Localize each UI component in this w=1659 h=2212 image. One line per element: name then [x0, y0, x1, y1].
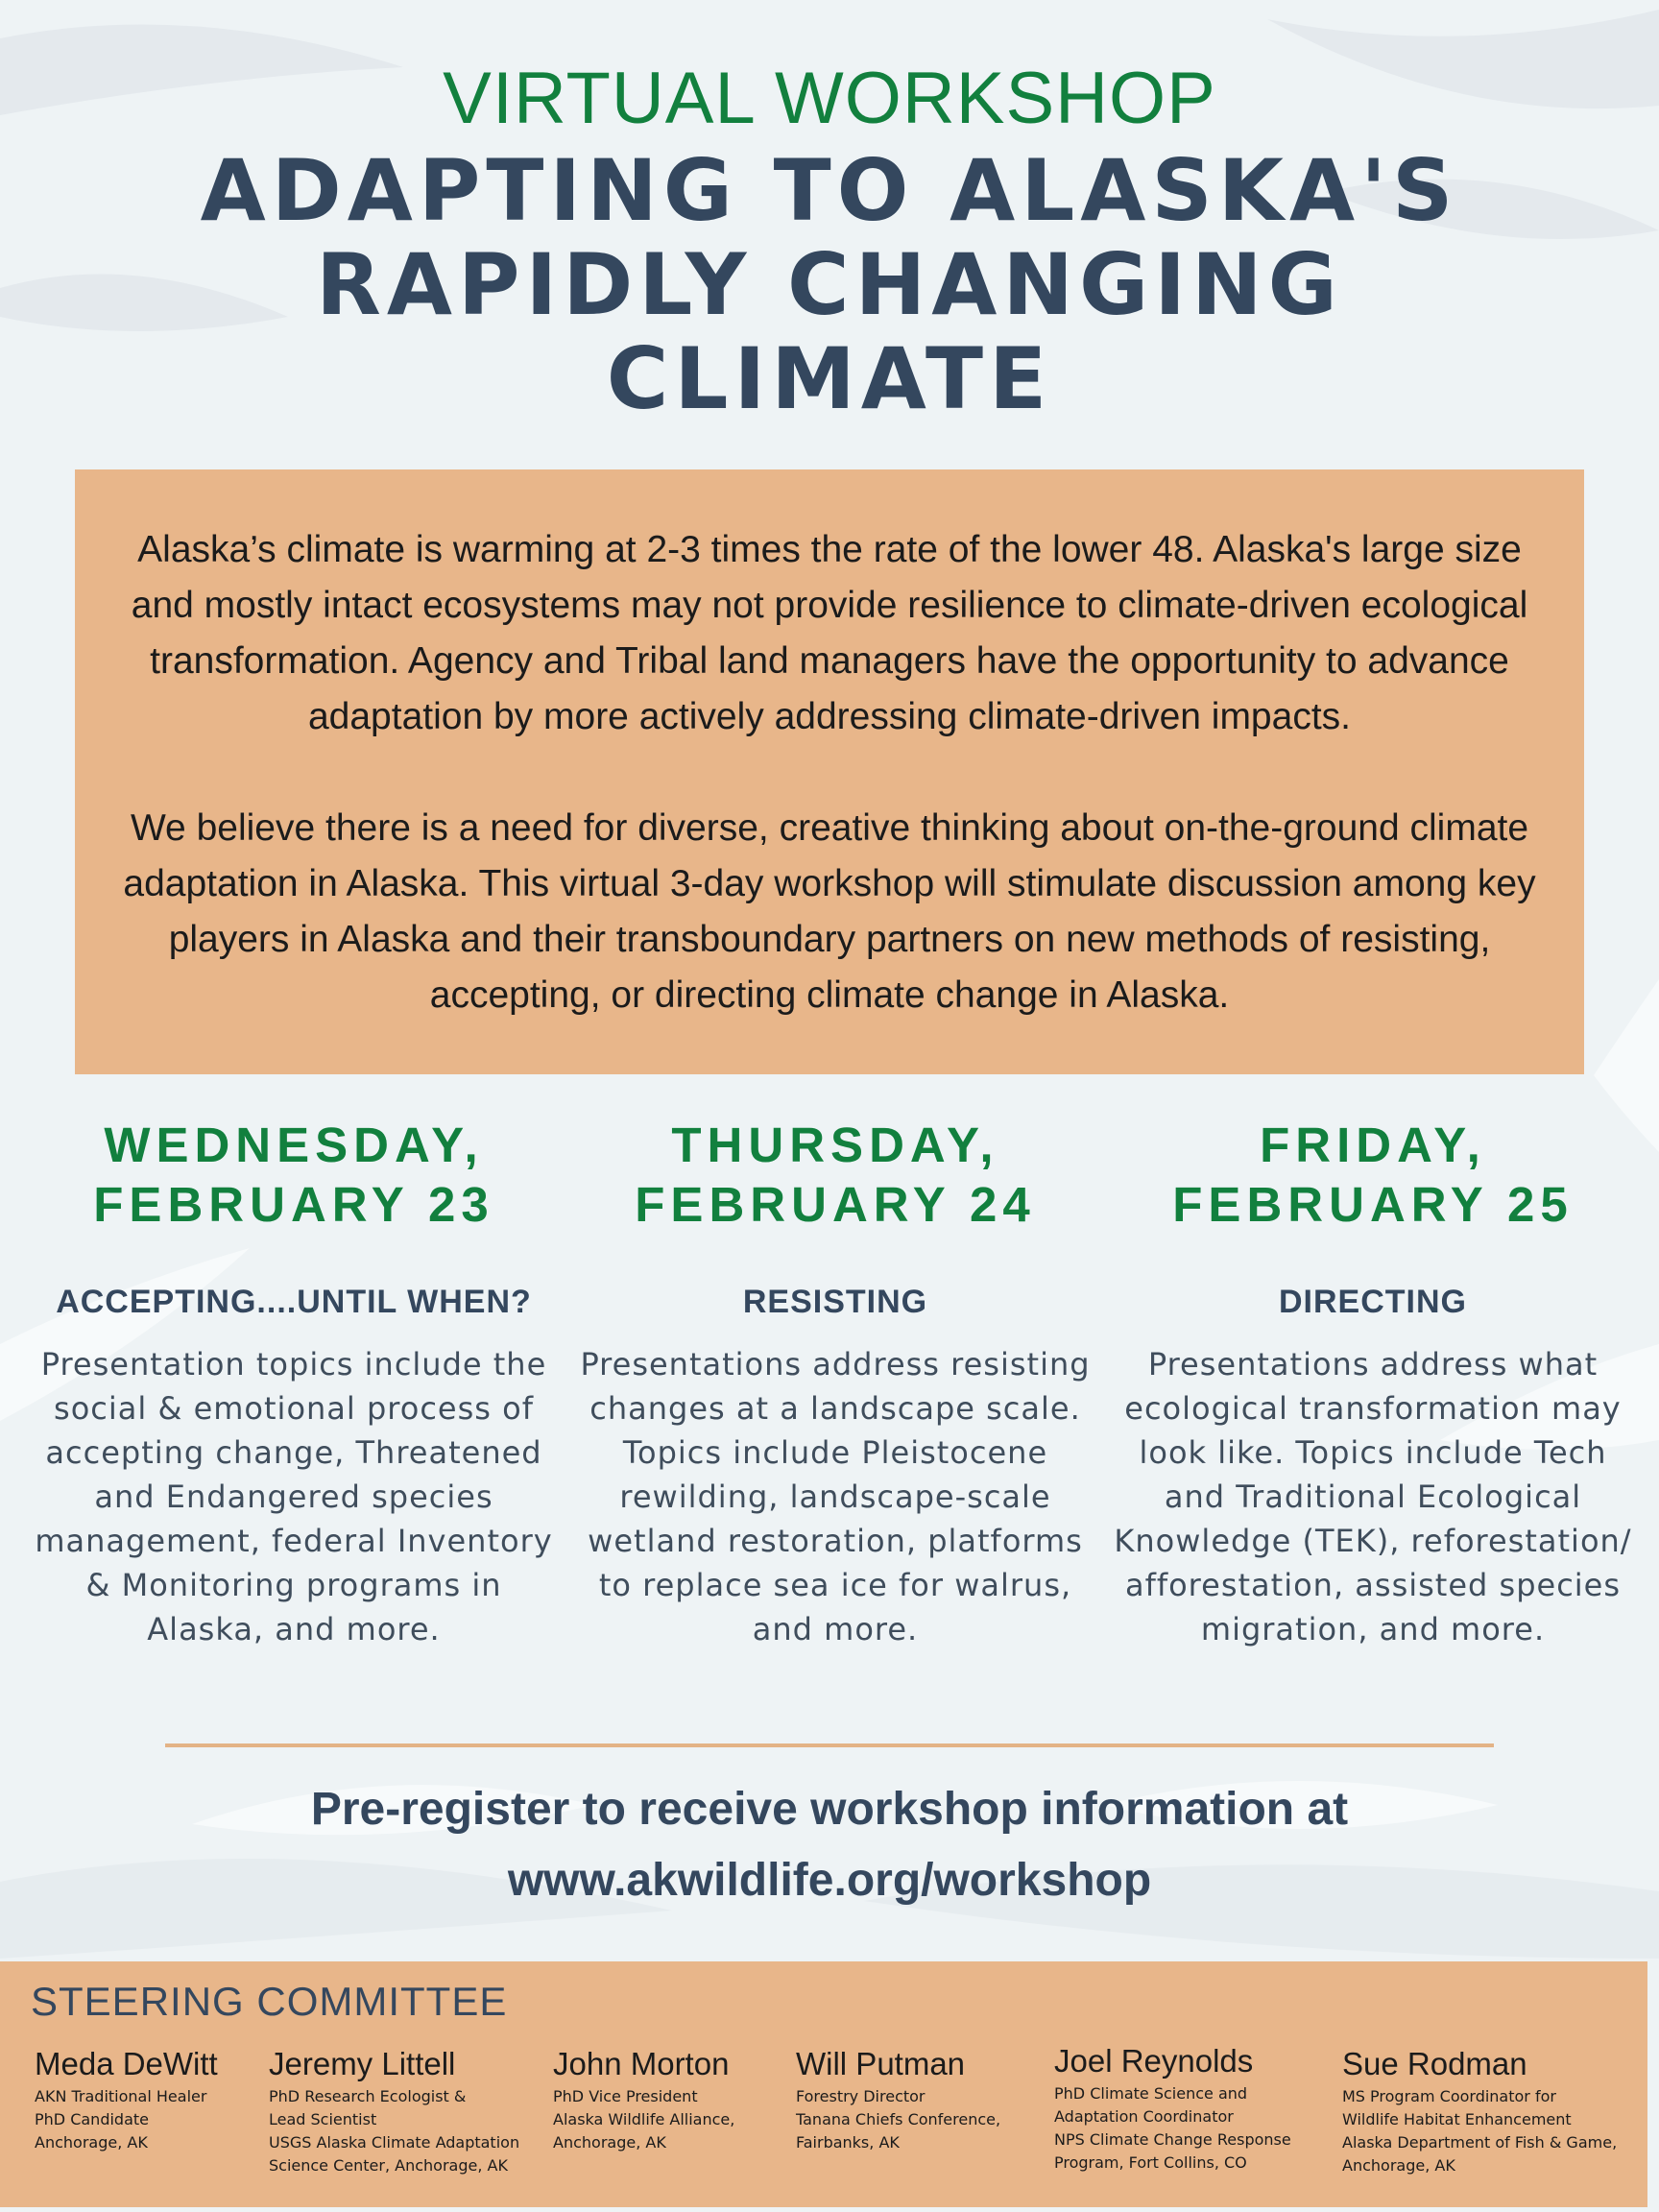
day-theme: DIRECTING — [1279, 1284, 1467, 1320]
day-column-friday — [1104, 1116, 1642, 1651]
member-role-line: MS Program Coordinator for — [1342, 2087, 1556, 2105]
member-role-line: PhD Research Ecologist & — [269, 2087, 467, 2105]
member-role-line: Anchorage, AK — [35, 2133, 148, 2152]
title-line: ADAPTING TO ALASKA'S — [200, 141, 1459, 240]
member-name: Meda DeWitt — [35, 2046, 218, 2081]
member-role — [269, 2085, 519, 2177]
committee-member — [796, 2045, 1000, 2154]
member-role — [1342, 2085, 1617, 2177]
member-name: Will Putman — [796, 2046, 966, 2081]
member-role-line: Science Center, Anchorage, AK — [269, 2156, 508, 2175]
member-role-line: Alaska Department of Fish & Game, — [1342, 2133, 1618, 2152]
intro-paragraph: Alaska’s climate is warming at 2-3 times the rate of the lower 48. Alaska's large size and mostly intact ecosystems may not provide resilience to climate-driven ecological transformation. Agency and Tribal land managers have the opportunity to advance adaptation by more actively addressing climate-driven impacts. — [131, 529, 1528, 737]
member-name: John Morton — [553, 2046, 730, 2081]
member-role-line: PhD Vice President — [553, 2087, 698, 2105]
day-date-heading — [25, 1116, 563, 1235]
committee-member — [1342, 2045, 1617, 2177]
committee-member — [35, 2045, 218, 2154]
member-role-line: Lead Scientist — [269, 2110, 377, 2128]
day-date-heading — [1104, 1116, 1642, 1235]
member-role-line: Adaptation Coordinator — [1054, 2107, 1234, 2126]
register-text: Pre-register to receive workshop information at — [310, 1784, 1349, 1835]
member-name: Sue Rodman — [1342, 2046, 1527, 2081]
member-role-line: Anchorage, AK — [553, 2133, 666, 2152]
committee-member — [269, 2045, 519, 2177]
member-role-line: Program, Fort Collins, CO — [1054, 2153, 1247, 2172]
member-role-line: Forestry Director — [796, 2087, 926, 2105]
member-role-line: AKN Traditional Healer — [35, 2087, 207, 2105]
member-role-line: NPS Climate Change Response — [1054, 2130, 1291, 2149]
member-role-line: Wildlife Habitat Enhancement — [1342, 2110, 1572, 2128]
member-role — [553, 2085, 734, 2154]
committee-heading: STEERING COMMITTEE — [31, 1979, 508, 2024]
day-date: FEBRUARY 25 — [1172, 1177, 1574, 1232]
member-role-line: PhD Candidate — [35, 2110, 149, 2128]
committee-member — [553, 2045, 734, 2154]
register-callout — [0, 1774, 1659, 1916]
steering-committee-panel — [0, 1961, 1647, 2207]
day-theme: RESISTING — [742, 1284, 928, 1320]
day-description: Presentations address what ecological transformation may look like. Topics include Tech and Traditional Ecological Knowledge (TEK), reforestation/ afforestation, assisted species migration, and more. — [1114, 1346, 1632, 1647]
member-role — [35, 2085, 218, 2154]
intro-paragraph: We believe there is a need for diverse, creative thinking about on-the-ground climate adaptation in Alaska. This virtual 3-day workshop will stimulate discussion among key players in Alaska and their transboundary partners on new methods of resisting, accepting, or directing climate change in Alaska. — [123, 807, 1536, 1016]
member-role-line: Fairbanks, AK — [796, 2133, 900, 2152]
member-name: Joel Reynolds — [1054, 2043, 1254, 2079]
day-date: FEBRUARY 24 — [635, 1177, 1036, 1232]
event-type-label: VIRTUAL WORKSHOP — [443, 58, 1216, 139]
member-role-line: Tanana Chiefs Conference, — [796, 2110, 1001, 2128]
day-weekday: THURSDAY, — [671, 1118, 999, 1172]
committee-member — [1054, 2042, 1291, 2175]
day-description: Presentation topics include the social & emotional process of accepting change, Threatened and Endangered species management, federal Inventory & Monitoring programs in Alaska, and more. — [35, 1346, 553, 1647]
member-role-line: Alaska Wildlife Alliance, — [553, 2110, 735, 2128]
member-role-line: PhD Climate Science and — [1054, 2084, 1248, 2103]
member-role — [796, 2085, 1000, 2154]
title-line: RAPIDLY CHANGING — [316, 235, 1343, 334]
day-date-heading — [566, 1116, 1104, 1235]
title-line: CLIMATE — [606, 329, 1053, 428]
intro-box — [75, 469, 1584, 1074]
register-url-link[interactable]: www.akwildlife.org/workshop — [507, 1855, 1152, 1906]
day-column-wednesday — [25, 1116, 563, 1651]
member-role-line: USGS Alaska Climate Adaptation — [269, 2133, 520, 2152]
day-column-thursday — [566, 1116, 1104, 1651]
section-divider — [165, 1743, 1494, 1747]
member-role-line: Anchorage, AK — [1342, 2156, 1455, 2175]
workshop-title — [0, 141, 1659, 428]
member-role — [1054, 2082, 1291, 2175]
member-name: Jeremy Littell — [269, 2046, 456, 2081]
day-weekday: WEDNESDAY, — [104, 1118, 484, 1172]
day-weekday: FRIDAY, — [1260, 1118, 1486, 1172]
day-description: Presentations address resisting changes at a landscape scale. Topics include Pleistocene rewilding, landscape-scale wetland restoration, platforms to replace sea ice for walrus, and more. — [580, 1346, 1091, 1647]
day-date: FEBRUARY 23 — [93, 1177, 494, 1232]
day-theme: ACCEPTING....UNTIL WHEN? — [56, 1284, 532, 1320]
